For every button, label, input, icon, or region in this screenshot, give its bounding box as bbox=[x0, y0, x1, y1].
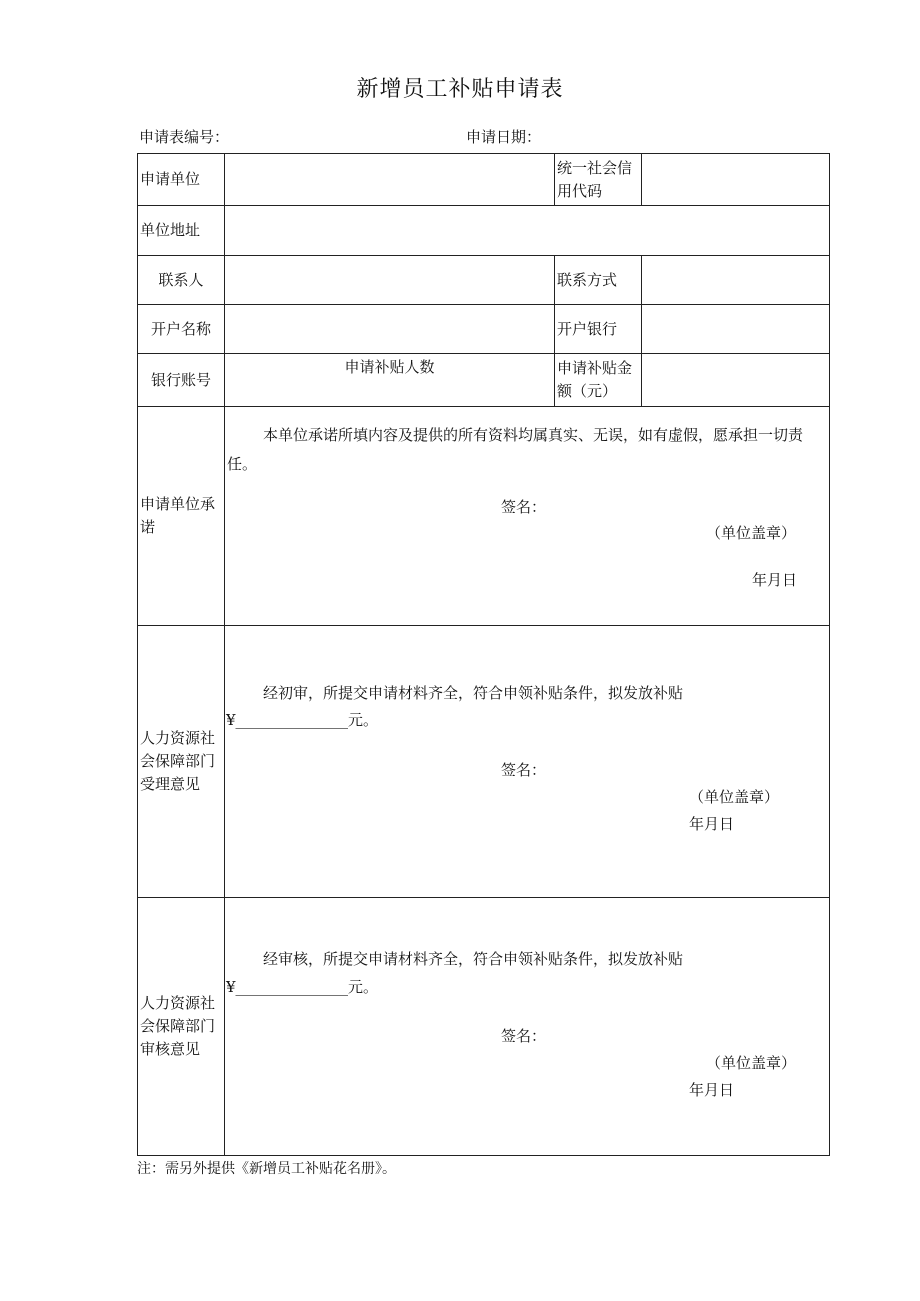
applicant-unit-label: 申请单位 bbox=[138, 154, 225, 206]
form-number-label: 申请表编号： bbox=[139, 128, 230, 146]
row-contact bbox=[138, 256, 830, 305]
review-date-label: 年月日 bbox=[689, 1081, 735, 1099]
review-label: 人力资源社会保障部门审核意见 bbox=[138, 898, 225, 1156]
acceptance-amount-line: ¥_______________元。 bbox=[226, 711, 379, 729]
application-form-table bbox=[137, 153, 830, 1156]
credit-code-field[interactable] bbox=[642, 154, 830, 206]
row-account-name bbox=[138, 305, 830, 354]
review-box bbox=[225, 898, 830, 1156]
subsidy-headcount-label: 申请补贴人数 bbox=[225, 354, 555, 407]
unit-address-label: 单位地址 bbox=[138, 206, 225, 256]
review-amount-line: ¥_______________元。 bbox=[226, 978, 379, 996]
row-applicant-unit bbox=[138, 154, 830, 206]
unit-address-field[interactable] bbox=[225, 206, 830, 256]
commitment-text: 本单位承诺所填内容及提供的所有资料均属真实、无误，如有虚假，愿承担一切责任。 bbox=[227, 426, 804, 473]
commitment-signature-label: 签名： bbox=[501, 498, 547, 516]
acceptance-label: 人力资源社会保障部门受理意见 bbox=[138, 626, 225, 898]
row-review bbox=[138, 898, 830, 1156]
contact-person-field[interactable] bbox=[225, 256, 555, 305]
row-bank-account bbox=[138, 354, 830, 407]
applicant-unit-field[interactable] bbox=[225, 154, 555, 206]
row-unit-address bbox=[138, 206, 830, 256]
subsidy-amount-label: 申请补贴金额（元） bbox=[555, 354, 642, 407]
row-commitment bbox=[138, 407, 830, 626]
commitment-box bbox=[225, 407, 830, 626]
application-date-label: 申请日期： bbox=[466, 128, 542, 146]
review-signature-label: 签名： bbox=[501, 1027, 547, 1045]
bank-account-label: 银行账号 bbox=[138, 354, 225, 407]
review-seal-label: （单位盖章） bbox=[706, 1054, 797, 1072]
contact-person-label: 联系人 bbox=[138, 256, 225, 305]
footnote: 注：需另外提供《新增员工补贴花名册》。 bbox=[137, 1161, 396, 1177]
bank-field[interactable] bbox=[642, 305, 830, 354]
commitment-seal-label: （单位盖章） bbox=[706, 524, 797, 542]
acceptance-signature-label: 签名： bbox=[501, 761, 547, 779]
acceptance-seal-label: （单位盖章） bbox=[689, 788, 780, 806]
acceptance-box bbox=[225, 626, 830, 898]
row-acceptance bbox=[138, 626, 830, 898]
contact-method-label: 联系方式 bbox=[555, 256, 642, 305]
subsidy-amount-field[interactable] bbox=[642, 354, 830, 407]
acceptance-text: 经初审，所提交申请材料齐全，符合申领补贴条件，拟发放补贴 bbox=[263, 684, 684, 702]
review-text: 经审核，所提交申请材料齐全，符合申领补贴条件，拟发放补贴 bbox=[263, 950, 684, 968]
bank-label: 开户银行 bbox=[555, 305, 642, 354]
credit-code-label: 统一社会信用代码 bbox=[555, 154, 642, 206]
acceptance-date-label: 年月日 bbox=[689, 815, 735, 833]
page-title: 新增员工补贴申请表 bbox=[356, 77, 564, 102]
commitment-label: 申请单位承诺 bbox=[138, 407, 225, 626]
contact-method-field[interactable] bbox=[642, 256, 830, 305]
account-name-field[interactable] bbox=[225, 305, 555, 354]
commitment-date-label: 年月日 bbox=[752, 571, 798, 589]
account-name-label: 开户名称 bbox=[138, 305, 225, 354]
